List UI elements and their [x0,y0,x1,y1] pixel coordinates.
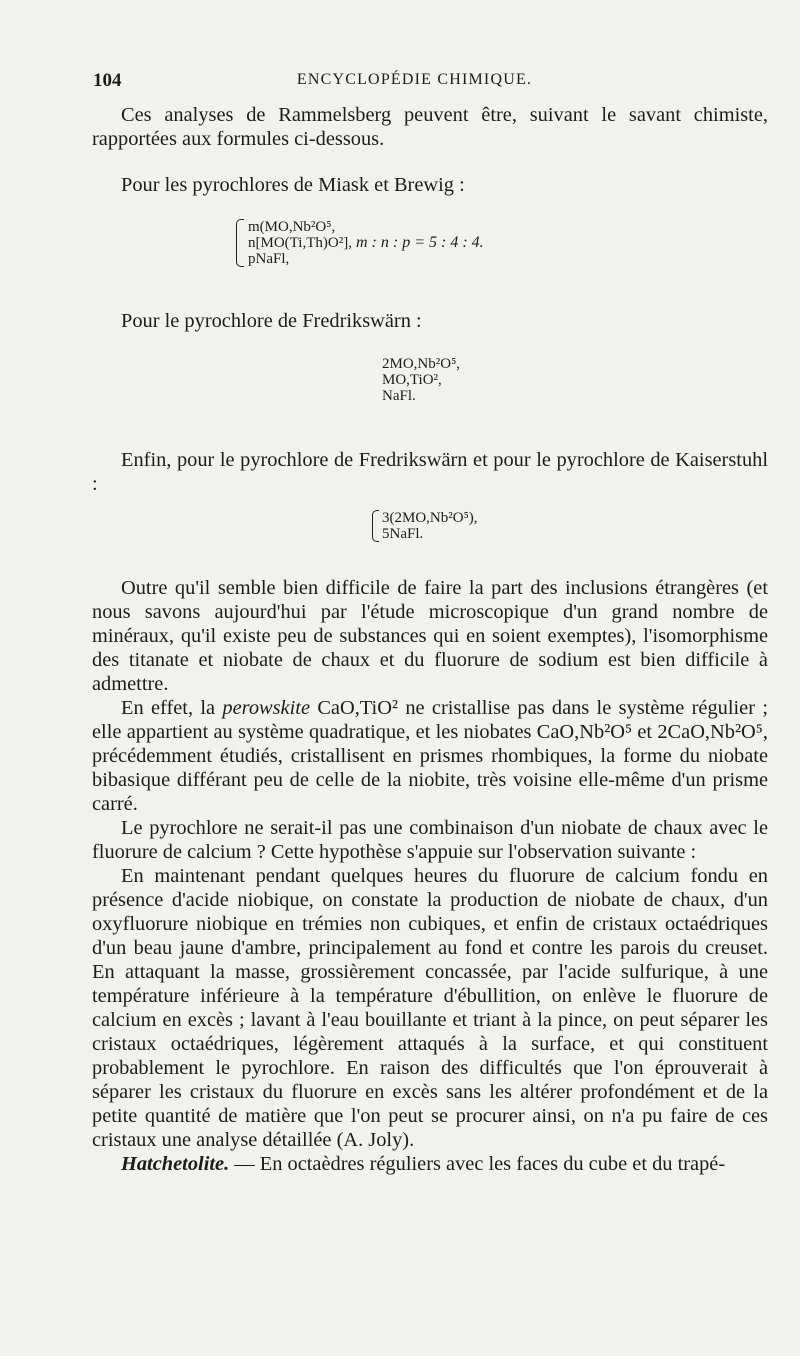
formula-brace [236,219,244,267]
page-header [93,70,736,92]
paragraph-kaiserstuhl: Enfin, pour le pyrochlore de Fredrikswärn et pour le pyrochlore de Kaiserstuhl : [92,449,768,495]
term-perowskite: perowskite [222,697,310,719]
formula-line: NaFl. [382,388,416,404]
formula-miask-brewig [92,219,768,281]
text-run: En effet, la [121,697,223,719]
formula-line: m(MO,Nb²O⁵, [248,219,336,235]
paragraph-fredrikswarn: Pour le pyrochlore de Fredrikswärn : [121,310,422,332]
page-number: 104 [93,70,122,91]
paragraph-isomorphisme: Outre qu'il semble bien difficile de faire la part des inclusions étrangères (et nous savons aujourd'hui par l'étude microscopique d'un grand nombre de minéraux, qu'il existe peu de substances qui en soient exemptes), l'isomorphisme des titanate et niobate de chaux et du fluorure de sodium est bien difficile à admettre. [92,577,768,695]
paragraph-miask-brewig: Pour les pyrochlores de Miask et Brewig : [121,174,465,196]
formula-line: 3(2MO,Nb²O⁵), [382,510,478,526]
term-hatchetolite: Hatchetolite. [121,1153,230,1175]
paragraph-hatchetolite [92,1152,768,1176]
paragraph-intro: Ces analyses de Rammelsberg peuvent être, suivant le savant chimiste, rapportées aux formules ci-dessous. [92,104,768,150]
formula-line: pNaFl, [248,251,290,267]
formula-lines [248,219,352,267]
paragraph-experience: En maintenant pendant quelques heures du fluorure de calcium fondu en présence d'acide niobique, on constate la production de niobate de chaux, d'un oxyfluorure niobique en trémies non cubiques, et enfin de cristaux octaédriques d'un beau jaune d'ambre, principalement au fond et contre les parois du creuset. En attaquant la masse, grossièrement concassée, par l'acide sulfurique, à une température inférieure à la température d'ébullition, on enlève le fluorure de calcium en excès ; lavant à l'eau bouillante et triant à la pince, on peut séparer les cristaux octaédriques, légèrement attaqués à la surface, et qui constituent probablement le pyrochlore. En raison des difficultés que l'on éprouverait à séparer les cristaux du fluorure en excès sans les altérer profondément et de la petite quantité de matière que l'on peut se procurer ainsi, on n'a pu faire de ces cristaux une analyse détaillée (A. Joly). [92,865,768,1151]
formula-line: 5NaFl. [382,526,424,542]
formula-ratio: m : n : p = 5 : 4 : 4. [356,234,484,251]
formula-line: 2MO,Nb²O⁵, [382,356,461,372]
formula-lines [382,510,478,542]
page-body [92,103,768,1176]
formula-line: n[MO(Ti,Th)O²], [248,235,352,251]
paragraph-hypothese: Le pyrochlore ne serait-il pas une combinaison d'un niobate de chaux avec le fluorure de calcium ? Cette hypothèse s'appuie sur l'observation suivante : [92,817,768,863]
paragraph-perowskite [92,696,768,816]
running-title: ENCYCLOPÉDIE CHIMIQUE. [296,71,533,88]
formula-kaiserstuhl [92,510,768,558]
formula-brace [372,510,379,542]
formula-lines [382,356,460,404]
text-run: — En octaèdres réguliers avec les faces du cube et du trapé- [229,1153,726,1175]
formula-fredrikswarn [92,356,768,422]
text-run: CaO,TiO² ne cristallise pas dans le système régulier ; elle appartient au système quadratique, et les niobates CaO,Nb²O⁵ et 2CaO,Nb²O⁵, précédemment étudiés, cristallisent en prismes rhombiques, la forme du niobate bibasique différant peu de celle de la niobite, très voisine elle-même d'un prisme carré. [92,697,768,815]
formula-line: MO,TiO², [382,372,442,388]
